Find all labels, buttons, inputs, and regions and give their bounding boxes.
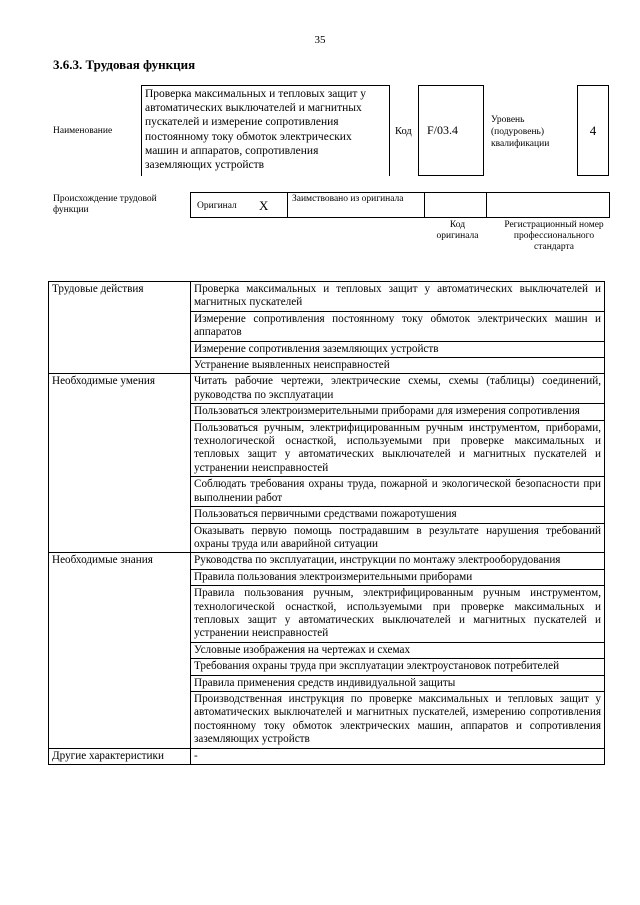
name-label: Наименование bbox=[53, 126, 113, 136]
page-number: 35 bbox=[314, 34, 326, 46]
function-name: Проверка максимальных и тепловых защит у автоматических выключателей и магнитных пускателей и измерение сопротивления постоянному току обмоток электрических машин и аппаратов, сопротивления заземляющих устройств bbox=[141, 85, 390, 176]
code-value: F/03.4 bbox=[427, 123, 459, 137]
item-cell: Правила применения средств индивидуальной защиты bbox=[191, 675, 605, 691]
code-box bbox=[418, 85, 484, 176]
item-cell: Условные изображения на чертежах и схемах bbox=[191, 642, 605, 658]
item-cell: Оказывать первую помощь пострадавшим в результате нарушения требований охраны труда или аварийной ситуации bbox=[191, 523, 605, 553]
item-cell: Устранение выявленных неисправностей bbox=[191, 358, 605, 374]
original-mark: X bbox=[259, 198, 269, 213]
item-cell: Пользоваться электроизмерительными приборами для измерения сопротивления bbox=[191, 404, 605, 420]
table-row bbox=[49, 374, 605, 404]
category-cell: Трудовые действия bbox=[49, 282, 191, 374]
item-cell: Измерение сопротивления постоянному току обмоток электрических машин и аппаратов bbox=[191, 311, 605, 341]
item-cell: Руководства по эксплуатации, инструкции по монтажу электрооборудования bbox=[191, 553, 605, 569]
section-title: 3.6.3. Трудовая функция bbox=[53, 57, 196, 72]
item-cell: Читать рабочие чертежи, электрические схемы, схемы (таблицы) соединений, руководства по эксплуатации bbox=[191, 374, 605, 404]
category-cell: Другие характеристики bbox=[49, 748, 191, 764]
item-cell: Измерение сопротивления заземляющих устройств bbox=[191, 341, 605, 357]
level-label: Уровень (подуровень) квалификации bbox=[491, 115, 550, 149]
table-row bbox=[49, 748, 605, 764]
level-value: 4 bbox=[589, 123, 597, 138]
original-label: Оригинал bbox=[197, 201, 237, 211]
category-cell: Необходимые знания bbox=[49, 553, 191, 748]
table-row bbox=[49, 553, 605, 569]
item-cell: Правила пользования ручным, электрифицированным ручным инструментом, технологической оснасткой, используемыми при проверке максимальных и тепловых защит у автоматических выключателей и магнитных пускателей и устранении неисправностей bbox=[191, 586, 605, 643]
category-cell: Необходимые умения bbox=[49, 374, 191, 553]
item-cell: Производственная инструкция по проверке максимальных и тепловых защит у автоматических выключателей и магнитных пускателей, измерению сопротивления постоянному току обмоток электрических машин, аппаратов и сопротивления заземляющих устройств bbox=[191, 691, 605, 748]
origin-label: Происхождение трудовой функции bbox=[53, 194, 157, 215]
item-cell: - bbox=[191, 748, 605, 764]
code-label: Код bbox=[395, 126, 412, 137]
item-cell: Соблюдать требования охраны труда, пожарной и экологической безопасности при выполнении работ bbox=[191, 477, 605, 507]
table-row bbox=[49, 282, 605, 312]
item-cell: Пользоваться первичными средствами пожаротушения bbox=[191, 507, 605, 523]
origin-table bbox=[190, 192, 610, 218]
function-details-table bbox=[48, 281, 605, 765]
item-cell: Проверка максимальных и тепловых защит у автоматических выключателей и магнитных пускателей bbox=[191, 282, 605, 312]
borrowed-label: Заимствовано из оригинала bbox=[292, 194, 404, 204]
item-cell: Правила пользования электроизмерительными приборами bbox=[191, 569, 605, 585]
item-cell: Пользоваться ручным, электрифицированным ручным инструментом, приборами, технологической оснасткой, используемыми при проверке максимальных и тепловых защит у автоматических выключателей и магнитных пускателей и устранении неисправностей bbox=[191, 420, 605, 477]
level-box bbox=[577, 85, 609, 176]
reg-number-label: Регистрационный номер профессионального стандарта bbox=[504, 220, 604, 252]
origin-code-label: Код оригинала bbox=[436, 220, 479, 241]
item-cell: Требования охраны труда при эксплуатации электроустановок потребителей bbox=[191, 659, 605, 675]
